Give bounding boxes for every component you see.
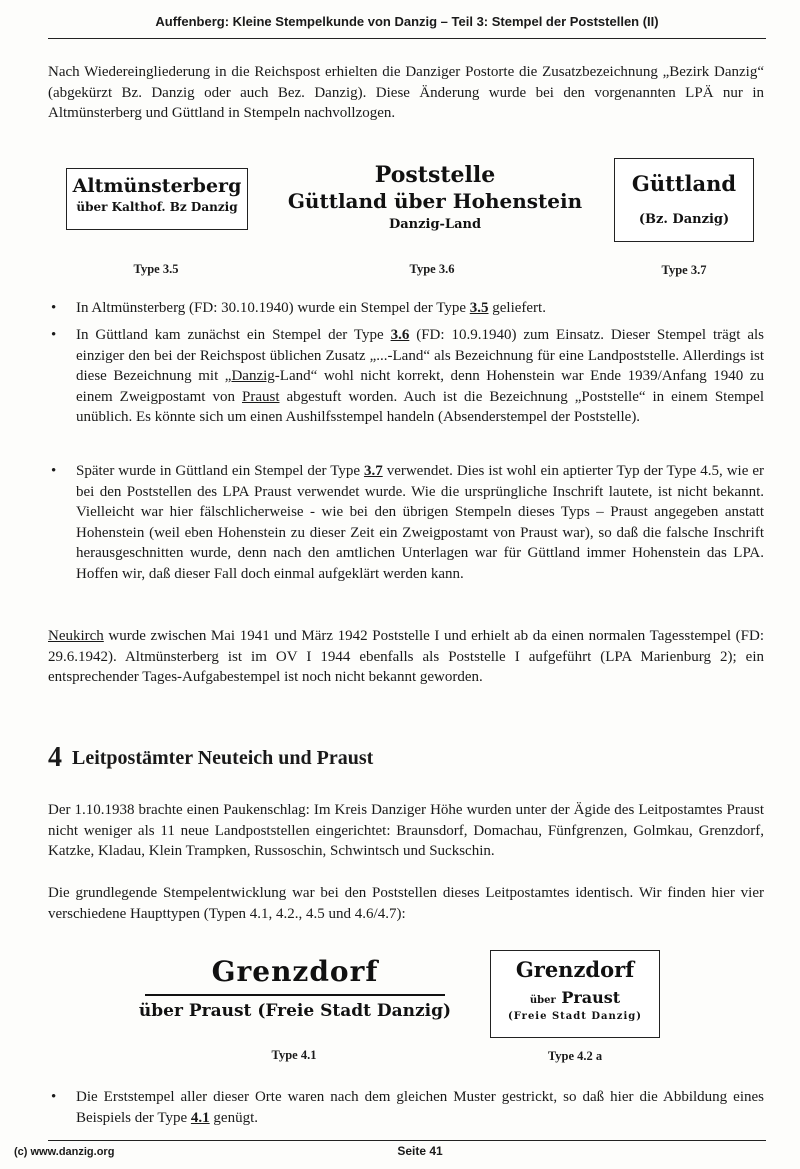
page-number: Seite 41 (397, 1144, 443, 1158)
stamp-line-place: Altmünsterberg (72, 175, 242, 197)
stamp-line-sub: (Bz. Danzig) (638, 212, 730, 227)
bullet-text: In Altmünsterberg (FD: 30.10.1940) wurde ein Stempel der Type 3.5 geliefert. (76, 300, 546, 316)
stamp-line-place: Güttland (631, 171, 737, 196)
caption-type-4-1: Type 4.1 (271, 1048, 317, 1062)
stamp-type-3-6 (270, 162, 600, 236)
type-ref: 3.5 (469, 300, 489, 316)
stamp-line-place: Grenzdorf (211, 955, 379, 988)
bullet-text: Später wurde in Güttland ein Stempel der Type 3.7 verwendet. Dies ist wohl ein aptierter Typ der Type 4.5, wie er bei den Poststellen des LPA Praust verwendet wurde. Wie die ursprüngliche Inschrift lautete, ist nicht bekannt. Vielleicht war hier fälschlicherweise - wie bei den übrigen Stempeln dieses Typs – Praust angegeben anstatt Hohenstein (weil eben Hohenstein zu dieser Zeit ein Zweigpostamt von Praust war), so daß die falsche Inschrift herausgeschnitten wurde, denn nach den amtlichen Unterlagen war für Güttland immer Hohenstein das LPA. Hoffen wir, daß dieser Fall doch einmal aufgeklärt werden kann. (76, 463, 764, 582)
stamp-line-via: über Praust (529, 988, 621, 1007)
stamp-line-sub: (Freie Stadt Danzig) (508, 1011, 642, 1022)
intro-paragraph: Nach Wiedereingliederung in die Reichspost erhielten die Danziger Postorte die Zusatzbezeichnung „Bezirk Danzig“ (abgekürzt Bz. Danzig oder auch Bez. Danzig). Diese Änderung wurde bei den vorgenannten LPÄ nur in Altmünsterberg und Güttland in Stempeln nachvollzogen. (48, 64, 764, 121)
caption-type-3-6: Type 3.6 (409, 262, 455, 276)
section-heading (48, 742, 373, 774)
bullet-dot: • (51, 300, 57, 316)
stamp-line-top: Poststelle (374, 162, 496, 188)
stamp-type-3-5 (66, 168, 248, 230)
header-rule (48, 38, 766, 39)
stamp-line-sub: Danzig-Land (388, 217, 482, 232)
type-ref: 3.6 (390, 327, 410, 343)
stamp-line-sub: über Kalthof. Bz Danzig (76, 200, 238, 214)
bullet-text: Die Erststempel aller dieser Orte waren nach dem gleichen Muster gestrickt, so daß hier die Abbildung eines Beispiels der Type 4.1 genügt. (76, 1089, 764, 1126)
stamp-type-3-7 (614, 158, 754, 242)
running-header: Auffenberg: Kleine Stempelkunde von Danzig – Teil 3: Stempel der Poststellen (II) (155, 14, 659, 29)
stamp-divider (145, 994, 445, 996)
type-ref: 3.7 (363, 463, 383, 479)
caption-type-4-2a: Type 4.2 a (547, 1049, 603, 1063)
type-ref: 4.1 (190, 1109, 210, 1126)
bullet-dot: • (51, 327, 57, 343)
stamp-line-place: Güttland über Hohenstein (287, 189, 583, 213)
caption-type-3-7: Type 3.7 (661, 263, 707, 277)
stamp-type-4-1 (135, 954, 455, 1023)
bullet-dot: • (51, 463, 57, 479)
caption-type-3-5: Type 3.5 (133, 262, 179, 276)
stamp-line-sub: über Praust (Freie Stadt Danzig) (138, 1001, 452, 1021)
section-paragraph-2: Die grundlegende Stempelentwicklung war bei den Poststellen dieses Leitpostamtes identisch. Wir finden hier vier verschiedene Haupttypen (Typen 4.1, 4.2., 4.5 und 4.6/4.7): (48, 885, 764, 922)
section-number: 4 (48, 742, 62, 773)
footer-rule (48, 1140, 766, 1141)
bullet-text: In Güttland kam zunächst ein Stempel der Type 3.6 (FD: 10.9.1940) zum Einsatz. Dieser Stempel trägt als einziger den bei der Reichspost üblichen Zusatz „...-Land“ als Bezeichnung für eine Landpoststelle. Allerdings ist diese Bezeichnung mit „Danzig-Land“ wohl nicht korrekt, denn Hohenstein war Ende 1939/Anfang 1940 zu einem Zweigpostamt von Praust abgestuft worden. Auch ist die Bezeichnung „Poststelle“ in einem Stempel unüblich. Es könnte sich um einen Aushilfsstempel handeln (Absenderstempel der Poststelle). (76, 327, 764, 425)
footer-copyright: (c) www.danzig.org (14, 1146, 115, 1158)
section-paragraph-1: Der 1.10.1938 brachte einen Paukenschlag: Im Kreis Danziger Höhe wurden unter der Ägide des Leitpostamtes Praust nicht weniger als 11 neue Landpoststellen eingerichtet: Braunsdorf, Domachau, Fünfgrenzen, Golmkau, Grenzdorf, Katzke, Kladau, Klein Trampken, Russoschin, Schwintsch und Suckschin. (48, 802, 764, 859)
stamp-line-place: Grenzdorf (515, 957, 635, 982)
stamp-type-4-2a (490, 950, 660, 1038)
bullet-dot: • (51, 1089, 57, 1105)
neukirch-paragraph: Neukirch wurde zwischen Mai 1941 und März 1942 Poststelle I und erhielt ab da einen normalen Tagesstempel (FD: 29.6.1942). Altmünsterberg ist im OV I 1944 ebenfalls als Poststelle I aufgeführt (LPA Marienburg 2); ein entsprechender Tages-Aufgabestempel ist noch nicht bekannt geworden. (48, 628, 764, 685)
section-title: Leitpostämter Neuteich und Praust (72, 746, 374, 769)
